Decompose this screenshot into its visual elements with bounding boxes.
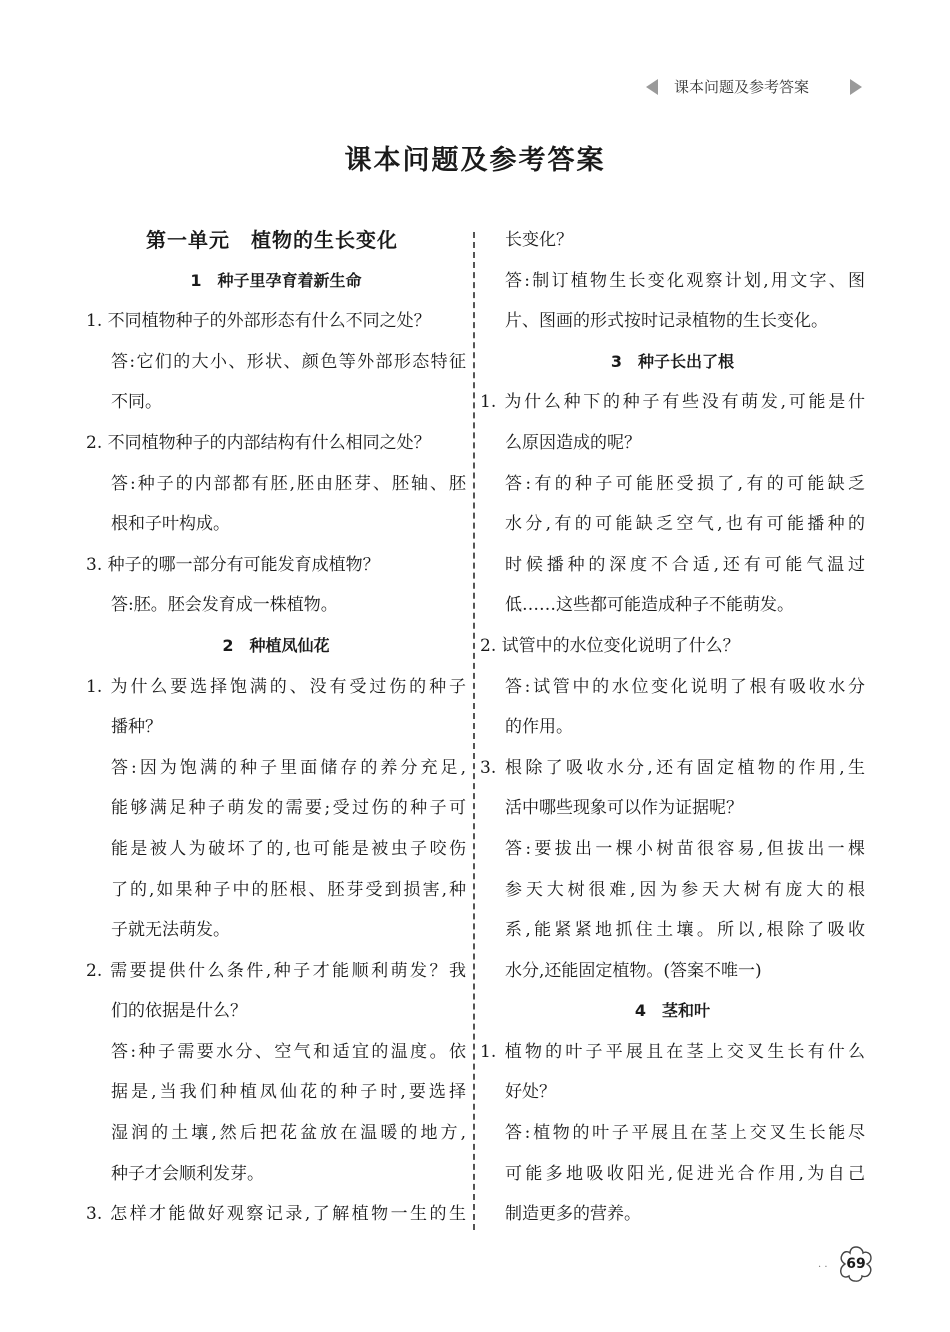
answer: 能够满足种子萌发的需要;受过伤的种子可 [111, 798, 466, 819]
question: 1. 为什么种下的种子有些没有萌发,可能是什 [480, 392, 865, 413]
answer: 据是,当我们种植凤仙花的种子时,要选择 [111, 1082, 466, 1103]
answer: 答:种子的内部都有胚,胚由胚芽、胚轴、胚 [111, 473, 466, 494]
answer: 湿润的土壤,然后把花盆放在温暖的地方, [111, 1123, 466, 1144]
question: 1. 植物的叶子平展且在茎上交叉生长有什么 [480, 1041, 865, 1062]
right-column [480, 220, 865, 1235]
running-header [646, 74, 862, 100]
answer: 水分,有的可能缺乏空气,也有可能播种的 [505, 514, 865, 535]
answer: 答:有的种子可能胚受损了,有的可能缺乏 [505, 473, 865, 494]
question: 1. 不同植物种子的外部形态有什么不同之处？ [86, 311, 431, 332]
question: 2. 需要提供什么条件,种子才能顺利萌发？我 [86, 960, 466, 981]
page-number: 69 [846, 1256, 866, 1272]
question: 么原因造成的呢？ [505, 432, 641, 453]
answer: 了的,如果种子中的胚根、胚芽受到损害,种 [111, 879, 466, 900]
question: 活中哪些现象可以作为证据呢？ [505, 798, 743, 819]
answer: 制造更多的营养。 [505, 1204, 641, 1225]
answer: 答:它们的大小、形状、颜色等外部形态特征 [111, 351, 466, 372]
question: 3. 种子的哪一部分有可能发育成植物？ [86, 554, 380, 575]
answer: 子就无法萌发。 [111, 920, 230, 941]
section-title: 2 种植凤仙花 [222, 635, 330, 655]
answer: 答:种子需要水分、空气和适宜的温度。依 [111, 1041, 466, 1062]
triangle-left-icon [646, 79, 658, 95]
running-header-label: 课本问题及参考答案 [674, 78, 810, 96]
answer: 种子才会顺利发芽。 [111, 1163, 264, 1184]
answer: 的作用。 [505, 717, 573, 738]
question: 们的依据是什么？ [111, 1001, 247, 1022]
page-number-badge [836, 1244, 876, 1284]
section-title: 4 茎和叶 [634, 1001, 711, 1021]
answer: 能是被人为破坏了的,也可能是被虫子咬伤 [111, 838, 466, 859]
question: 3. 根除了吸收水分,还有固定植物的作用,生 [480, 757, 865, 778]
section-title: 3 种子长出了根 [610, 351, 735, 371]
answer: 答:因为饱满的种子里面储存的养分充足, [111, 757, 466, 778]
question: 好处？ [505, 1082, 556, 1103]
question: 1. 为什么要选择饱满的、没有受过伤的种子 [86, 676, 466, 697]
answer: 答:要拔出一棵小树苗很容易,但拔出一棵 [505, 838, 865, 859]
left-column [86, 220, 466, 1235]
section-title: 1 种子里孕育着新生命 [190, 270, 362, 290]
unit-title: 第一单元 植物的生长变化 [146, 228, 398, 252]
question: 2. 试管中的水位变化说明了什么？ [480, 635, 740, 656]
answer: 水分,还能固定植物。(答案不唯一) [505, 960, 762, 981]
decorative-dots: · · [818, 1262, 828, 1273]
answer: 低……这些都可能造成种子不能萌发。 [505, 595, 794, 616]
answer: 答:制订植物生长变化观察计划,用文字、图 [505, 270, 865, 291]
answer: 时候播种的深度不合适,还有可能气温过 [505, 554, 865, 575]
answer: 参天大树很难,因为参天大树有庞大的根 [505, 879, 865, 900]
question: 3. 怎样才能做好观察记录,了解植物一生的生 [86, 1204, 466, 1225]
answer: 答:试管中的水位变化说明了根有吸收水分 [505, 676, 865, 697]
answer: 片、图画的形式按时记录植物的生长变化。 [505, 311, 828, 332]
answer: 答:植物的叶子平展且在茎上交叉生长能尽 [505, 1123, 865, 1144]
question: 播种？ [111, 717, 162, 738]
answer: 根和子叶构成。 [111, 514, 230, 535]
question: 长变化？ [505, 230, 573, 250]
page-title: 课本问题及参考答案 [344, 145, 606, 176]
column-divider [473, 232, 475, 1230]
answer: 系,能紧紧地抓住土壤。所以,根除了吸收 [505, 920, 865, 941]
answer: 答:胚。胚会发育成一株植物。 [111, 595, 338, 616]
answer: 可能多地吸收阳光,促进光合作用,为自己 [505, 1163, 865, 1184]
question: 2. 不同植物种子的内部结构有什么相同之处？ [86, 432, 431, 453]
answer: 不同。 [111, 392, 162, 413]
triangle-right-icon [850, 79, 862, 95]
